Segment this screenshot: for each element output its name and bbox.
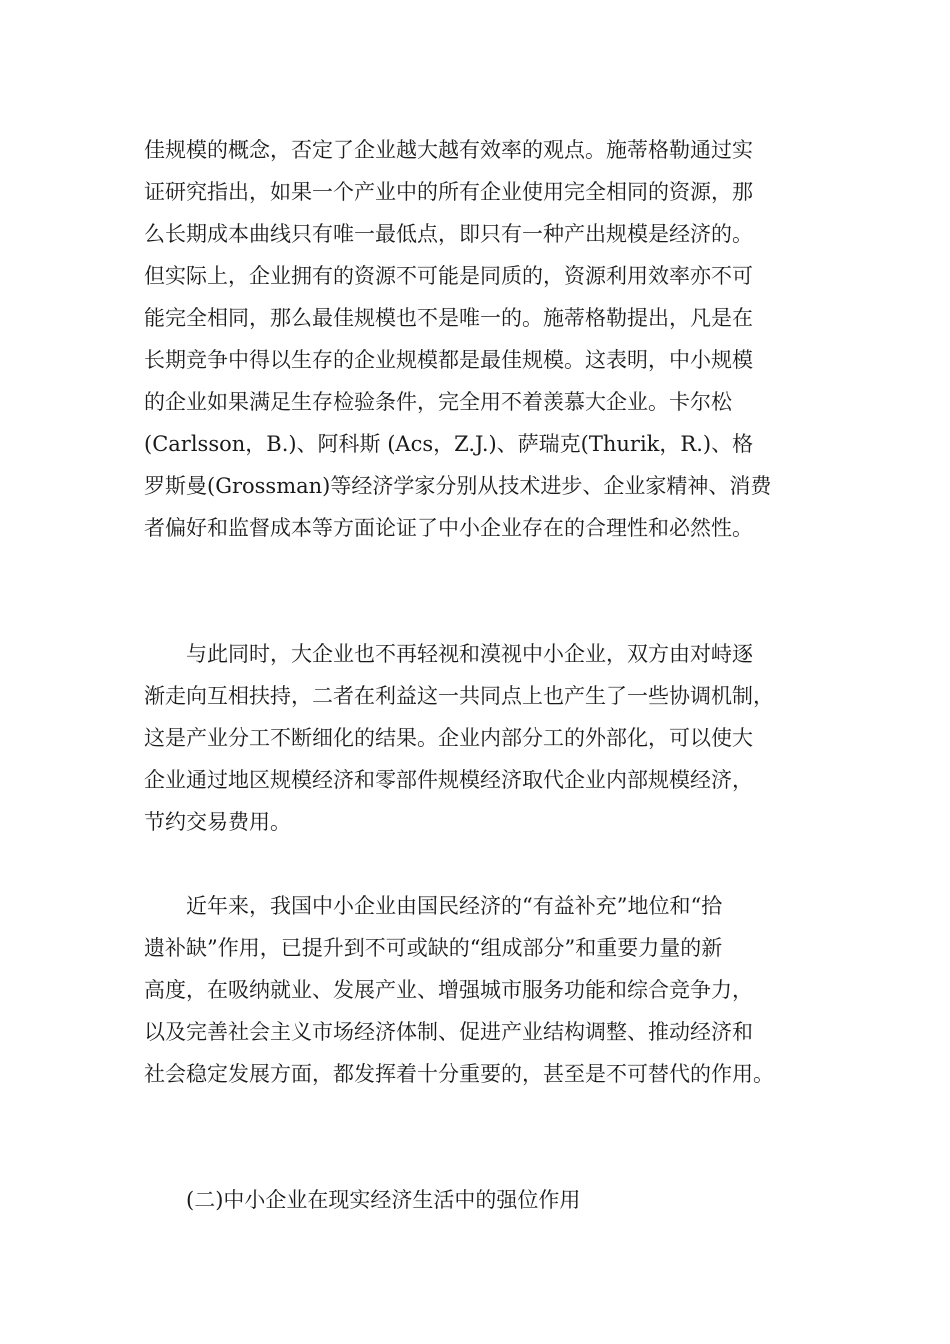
text-line: 罗斯曼(Grossman)等经济学家分别从技术进步、企业家精神、消费	[144, 474, 772, 498]
text-line: 佳规模的概念，否定了企业越大越有效率的观点。施蒂格勒通过实	[144, 138, 753, 162]
text-line: 高度，在吸纳就业、发展产业、增强城市服务功能和综合竞争力，	[144, 978, 753, 1002]
text-line: 么长期成本曲线只有唯一最低点，即只有一种产出规模是经济的。	[144, 222, 753, 246]
text-line: 企业通过地区规模经济和零部件规模经济取代企业内部规模经济，	[144, 768, 753, 792]
text-line: 但实际上，企业拥有的资源不可能是同质的，资源利用效率亦不可	[144, 264, 753, 288]
text-line: (Carlsson，B.)、阿科斯 (Acs，Z.J.)、萨瑞克(Thurik，R.)、格	[144, 432, 754, 456]
paragraph-1	[144, 129, 810, 549]
paragraph-2	[144, 633, 810, 843]
text-line: 节约交易费用。	[144, 810, 291, 834]
text-line: 社会稳定发展方面，都发挥着十分重要的，甚至是不可替代的作用。	[144, 1062, 774, 1086]
text-line: 以及完善社会主义市场经济体制、促进产业结构调整、推动经济和	[144, 1020, 753, 1044]
text-line: 近年来，我国中小企业由国民经济的“有益补充”地位和“拾	[186, 894, 723, 918]
text-line: 者偏好和监督成本等方面论证了中小企业存在的合理性和必然性。	[144, 516, 753, 540]
text-line: 长期竞争中得以生存的企业规模都是最佳规模。这表明，中小规模	[144, 348, 753, 372]
section-heading: (二)中小企业在现实经济生活中的强位作用	[186, 1188, 581, 1212]
text-line: 与此同时，大企业也不再轻视和漠视中小企业，双方由对峙逐	[186, 642, 753, 666]
text-line: 渐走向互相扶持，二者在利益这一共同点上也产生了一些协调机制，	[144, 684, 774, 708]
text-line: 的企业如果满足生存检验条件，完全用不着羡慕大企业。卡尔松	[144, 390, 732, 414]
text-line: 遗补缺”作用，已提升到不可或缺的“组成部分”和重要力量的新	[144, 936, 723, 960]
text-line: 这是产业分工不断细化的结果。企业内部分工的外部化，可以使大	[144, 726, 753, 750]
text-line: 证研究指出，如果一个产业中的所有企业使用完全相同的资源，那	[144, 180, 753, 204]
paragraph-3	[144, 885, 810, 1095]
text-line: 能完全相同，那么最佳规模也不是唯一的。施蒂格勒提出，凡是在	[144, 306, 753, 330]
